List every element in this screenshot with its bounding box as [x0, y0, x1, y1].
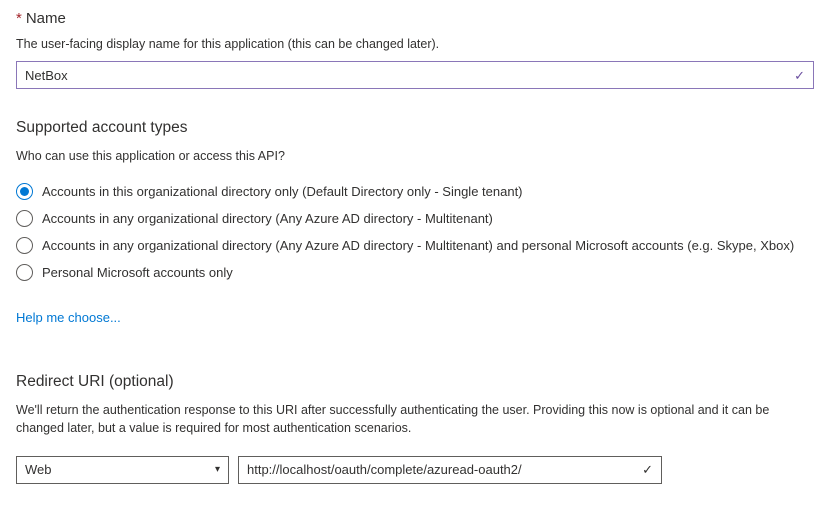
name-field-description: The user-facing display name for this application (this can be changed later). — [16, 37, 440, 51]
redirect-uri-title: Redirect URI (optional) — [16, 373, 174, 391]
radio-label: Personal Microsoft accounts only — [42, 264, 233, 280]
radio-personal-only[interactable] — [16, 264, 813, 281]
help-me-choose-link[interactable]: Help me choose... — [16, 310, 121, 326]
redirect-uri-value[interactable]: http://localhost/oauth/complete/azuread-oauth2/ — [247, 462, 522, 477]
checkmark-icon: ✓ — [642, 462, 653, 477]
name-input-value[interactable]: NetBox — [25, 67, 68, 83]
redirect-uri-row — [16, 456, 813, 484]
radio-label: Accounts in this organizational directory only (Default Directory only - Single tenant) — [42, 183, 523, 199]
redirect-uri-input[interactable] — [238, 456, 662, 484]
radio-button-icon[interactable] — [16, 264, 33, 281]
spacer — [16, 173, 813, 183]
spacer — [16, 446, 813, 456]
required-asterisk: * — [16, 10, 22, 27]
platform-select-value: Web — [25, 462, 52, 477]
name-input[interactable] — [16, 61, 814, 89]
radio-button-icon[interactable] — [16, 237, 33, 254]
radio-button-icon[interactable] — [16, 210, 33, 227]
supported-account-types-title: Supported account types — [16, 119, 188, 137]
supported-account-types-description: Who can use this application or access this API? — [16, 149, 285, 164]
checkmark-icon: ✓ — [794, 67, 805, 83]
spacer — [16, 325, 813, 355]
radio-button-icon[interactable] — [16, 183, 33, 200]
spacer — [16, 355, 813, 373]
name-field-label — [16, 10, 813, 27]
radio-label: Accounts in any organizational directory (Any Azure AD directory - Multitenant) and personal Microsoft accounts (e.g. Skype, Xbox) — [42, 237, 795, 253]
platform-select[interactable] — [16, 456, 229, 484]
radio-multitenant-and-personal[interactable] — [16, 237, 813, 254]
radio-label: Accounts in any organizational directory (Any Azure AD directory - Multitenant) — [42, 210, 493, 226]
spacer — [16, 89, 813, 119]
radio-multitenant[interactable] — [16, 210, 813, 227]
redirect-uri-description: We'll return the authentication response to this URI after successfully authenticating the user. Providing this now is optional and it can be changed later, but a value is required for most authentication scenarios. — [16, 403, 770, 436]
radio-single-tenant[interactable] — [16, 183, 813, 200]
chevron-down-icon[interactable]: ▾ — [214, 463, 220, 475]
account-types-radio-group — [16, 183, 813, 281]
name-label-text: Name — [25, 10, 66, 27]
spacer — [16, 291, 813, 309]
